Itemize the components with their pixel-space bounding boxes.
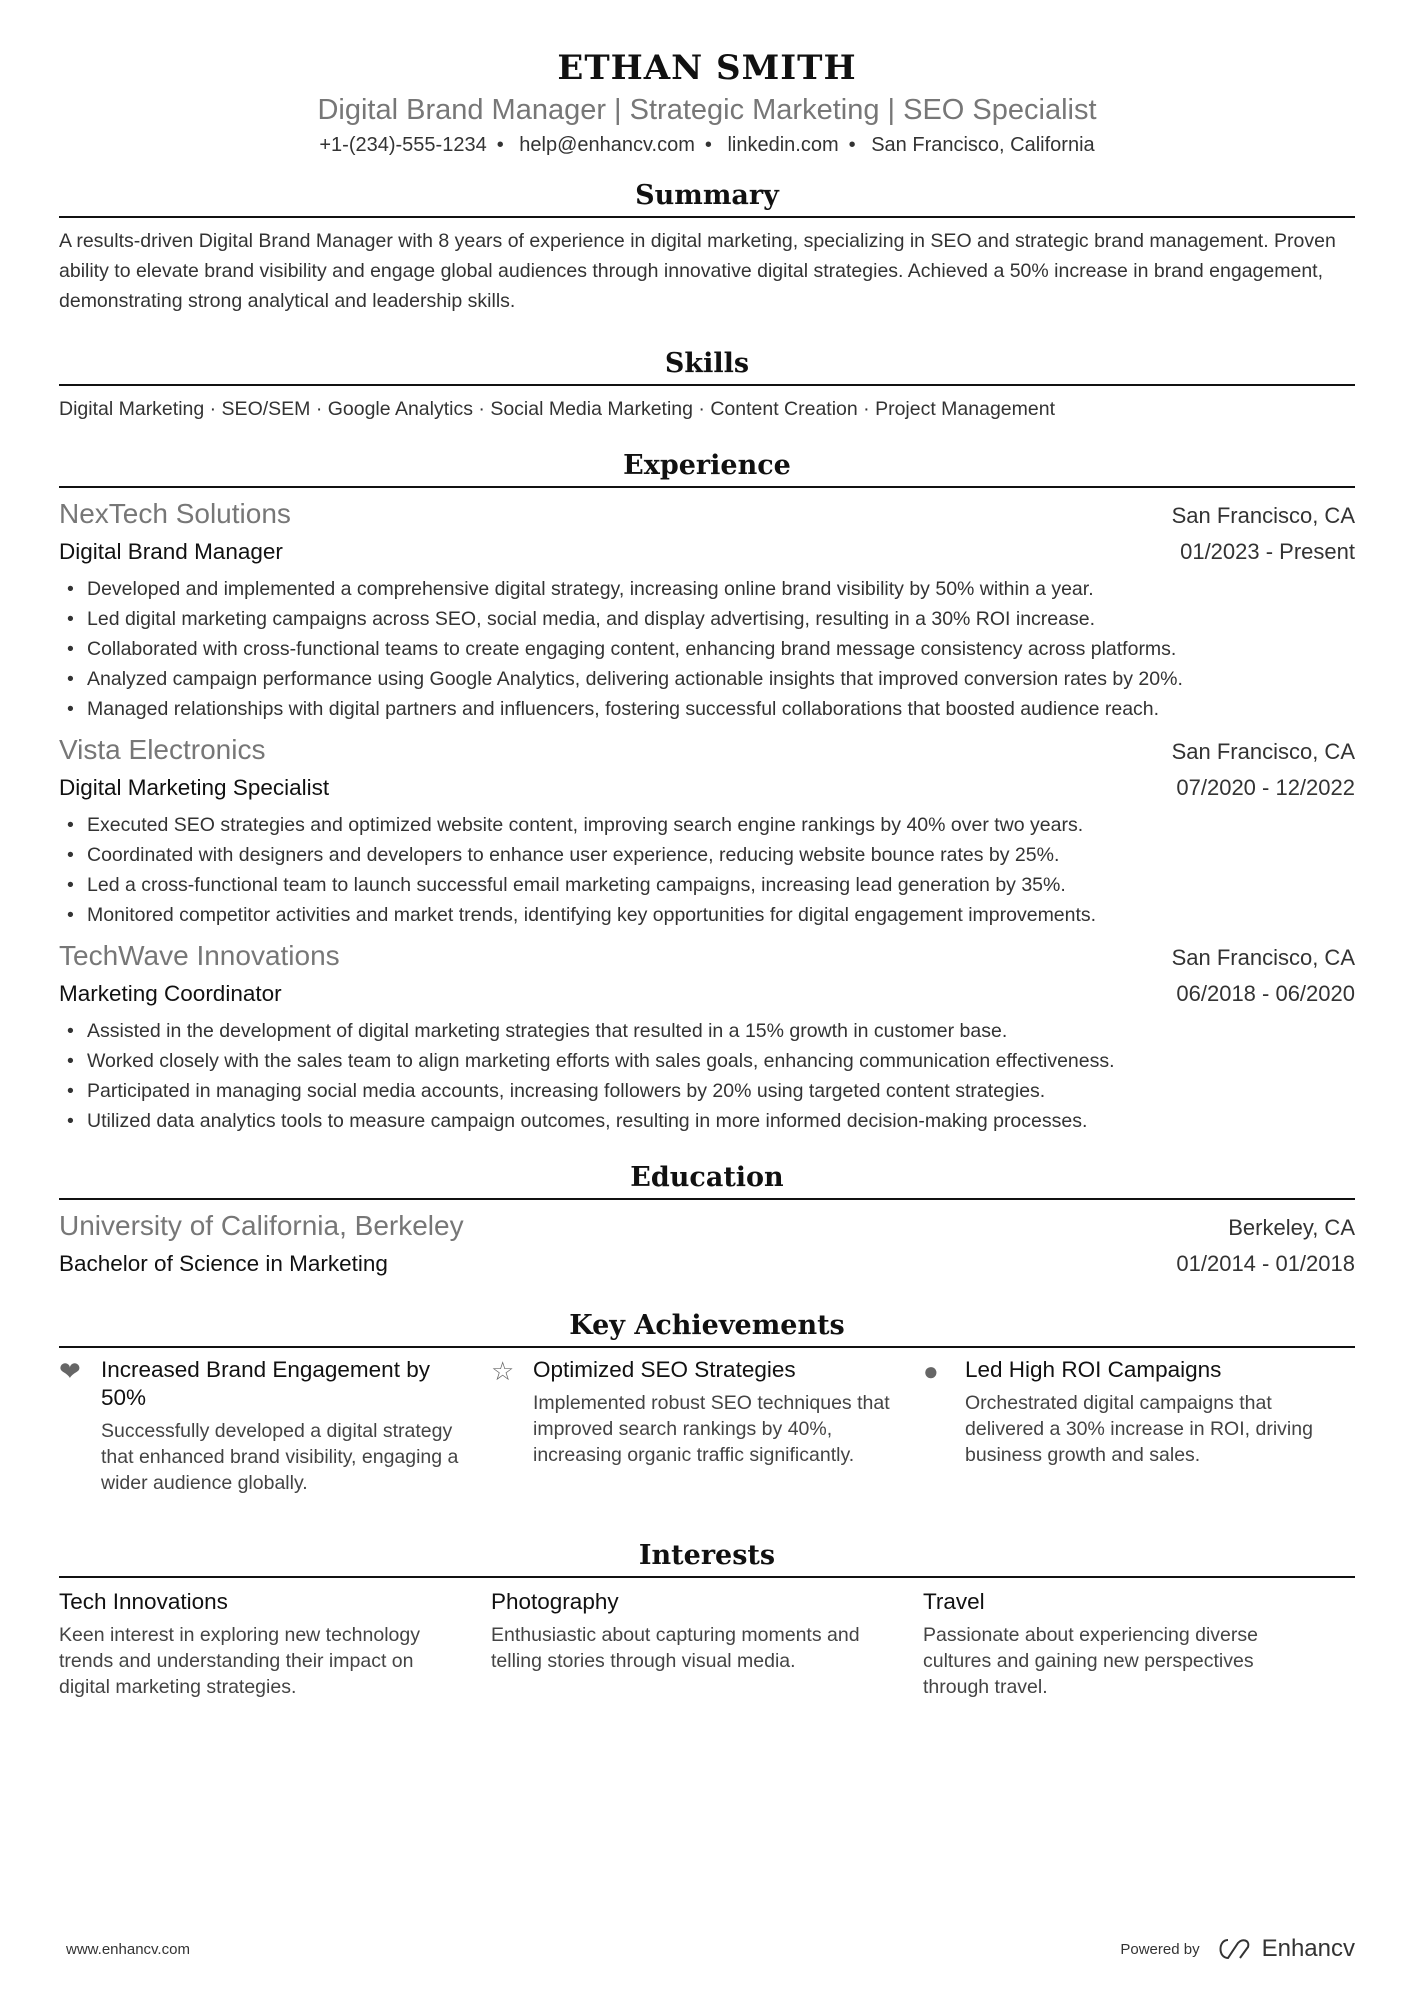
interest-title: Photography (491, 1589, 619, 1614)
email-link[interactable]: help@enhancv.com (519, 134, 695, 156)
bullet-item: • Assisted in the development of digital marketing strategies that resulted in a 15% growth in customer base. (59, 1016, 1355, 1046)
section-heading: Education (630, 1162, 784, 1193)
job-bullets (59, 810, 1355, 930)
brand-name: Enhancv (1261, 1935, 1355, 1962)
job-dates: 01/2023 - Present (1180, 539, 1355, 564)
skills-section (59, 344, 1355, 424)
achievements-section (59, 1306, 1355, 1496)
bullet-item: • Led digital marketing campaigns across SEO, social media, and display advertising, resulting in a 30% ROI increase. (59, 604, 1355, 634)
company-name: Vista Electronics (59, 734, 266, 765)
candidate-title: Digital Brand Manager | Strategic Marketing | SEO Specialist (317, 94, 1097, 126)
website-link[interactable]: www.enhancv.com (66, 1940, 190, 1958)
job-entry (59, 496, 1355, 724)
achievement-item (491, 1356, 923, 1496)
bullet-item: • Collaborated with cross-functional teams to create engaging content, enhancing brand message consistency across platforms. (59, 634, 1355, 664)
achievement-item (923, 1356, 1355, 1496)
job-location: San Francisco, CA (1171, 739, 1355, 764)
job-role: Digital Brand Manager (59, 539, 283, 564)
section-heading: Skills (664, 348, 750, 379)
bullet-item: • Analyzed campaign performance using Google Analytics, delivering actionable insights that improved conversion rates by 20%. (59, 664, 1355, 694)
bullet-item: • Worked closely with the sales team to align marketing efforts with sales goals, enhancing communication effectiveness. (59, 1046, 1355, 1076)
divider (59, 1576, 1355, 1578)
divider (59, 1198, 1355, 1200)
bullet-item: • Led a cross-functional team to launch successful email marketing campaigns, increasing lead generation by 35%. (59, 870, 1355, 900)
resume (59, 46, 1355, 1700)
linkedin-link[interactable]: linkedin.com (727, 134, 839, 156)
bullet-item: • Managed relationships with digital partners and influencers, fostering successful collaborations that boosted audience reach. (59, 694, 1355, 724)
job-location: San Francisco, CA (1171, 945, 1355, 970)
head-lightbulb-icon: ● (923, 1356, 939, 1386)
divider (59, 384, 1355, 386)
education-dates: 01/2014 - 01/2018 (1176, 1251, 1355, 1276)
achievement-item (59, 1356, 491, 1496)
school-name: University of California, Berkeley (59, 1210, 464, 1241)
bullet-item: • Coordinated with designers and developers to enhance user experience, reducing website bounce rates by 25%. (59, 840, 1355, 870)
enhancv-logo-icon (1214, 1937, 1254, 1961)
achievement-description: Orchestrated digital campaigns that delivered a 30% increase in ROI, driving business growth and sales. (965, 1392, 1313, 1466)
job-entry (59, 938, 1355, 1136)
section-heading: Summary (635, 180, 779, 211)
skills-list: Digital Marketing · SEO/SEM · Google Analytics · Social Media Marketing · Content Creation · Project Management (59, 398, 1055, 420)
interest-item (923, 1586, 1355, 1700)
job-role: Digital Marketing Specialist (59, 775, 330, 800)
interest-description: Enthusiastic about capturing moments and telling stories through visual media. (491, 1624, 860, 1672)
bullet-item: • Developed and implemented a comprehensive digital strategy, increasing online brand visibility by 50% within a year. (59, 574, 1355, 604)
degree: Bachelor of Science in Marketing (59, 1251, 388, 1276)
section-heading: Key Achievements (569, 1310, 845, 1341)
summary-section (59, 176, 1355, 316)
interest-item (491, 1586, 923, 1700)
bullet-item: • Utilized data analytics tools to measure campaign outcomes, resulting in more informed decision-making processes. (59, 1106, 1355, 1136)
interests-section (59, 1536, 1355, 1700)
footer (66, 1935, 1355, 1963)
star-icon: ☆ (491, 1356, 515, 1386)
achievement-description: Implemented robust SEO techniques that improved search rankings by 40%, increasing organic traffic significantly. (533, 1392, 890, 1466)
interest-title: Tech Innovations (59, 1589, 228, 1614)
location: San Francisco, California (871, 134, 1095, 156)
job-dates: 06/2018 - 06/2020 (1176, 981, 1355, 1006)
experience-section (59, 446, 1355, 1136)
job-bullets (59, 1016, 1355, 1136)
interest-description: Passionate about experiencing diverse cultures and gaining new perspectives through travel. (923, 1624, 1258, 1698)
interest-description: Keen interest in exploring new technology trends and understanding their impact on digital marketing strategies. (59, 1624, 420, 1698)
phone: +1-(234)-555-1234 (319, 134, 487, 156)
heart-icon: ❤ (59, 1356, 81, 1386)
section-heading: Experience (623, 450, 791, 481)
school-location: Berkeley, CA (1228, 1215, 1355, 1240)
divider (59, 1346, 1355, 1348)
contact-line: +1-(234)-555-1234 • help@enhancv.com • linkedin.com • San Francisco, California (319, 134, 1095, 156)
candidate-name: ETHAN SMITH (557, 48, 857, 88)
enhancv-logo[interactable] (1214, 1935, 1355, 1963)
bullet-item: • Monitored competitor activities and market trends, identifying key opportunities for digital engagement improvements. (59, 900, 1355, 930)
education-section (59, 1158, 1355, 1282)
job-entry (59, 732, 1355, 930)
divider (59, 216, 1355, 218)
powered-by-label: Powered by (1120, 1940, 1200, 1958)
summary-text: A results-driven Digital Brand Manager with 8 years of experience in digital marketing, specializing in SEO and strategic brand management. Proven ability to elevate brand visibility and engage global audiences through innovative digital strategies. Achieved a 50% increase in brand engagement, demonstrating strong analytical and leadership skills. (59, 230, 1336, 312)
job-location: San Francisco, CA (1171, 503, 1355, 528)
job-dates: 07/2020 - 12/2022 (1176, 775, 1355, 800)
achievement-title: Increased Brand Engagement by 50% (101, 1357, 430, 1410)
bullet-item: • Participated in managing social media accounts, increasing followers by 20% using targeted content strategies. (59, 1076, 1355, 1106)
section-heading: Interests (638, 1540, 776, 1571)
bullet-item: • Executed SEO strategies and optimized website content, improving search engine rankings by 40% over two years. (59, 810, 1355, 840)
interest-item (59, 1586, 491, 1700)
divider (59, 486, 1355, 488)
achievement-title: Led High ROI Campaigns (965, 1357, 1222, 1382)
achievement-description: Successfully developed a digital strategy that enhanced brand visibility, engaging a wider audience globally. (101, 1420, 459, 1494)
job-bullets (59, 574, 1355, 724)
interest-title: Travel (923, 1589, 985, 1614)
achievement-title: Optimized SEO Strategies (533, 1357, 796, 1382)
job-role: Marketing Coordinator (59, 981, 282, 1006)
company-name: NexTech Solutions (59, 498, 291, 529)
company-name: TechWave Innovations (59, 940, 340, 971)
